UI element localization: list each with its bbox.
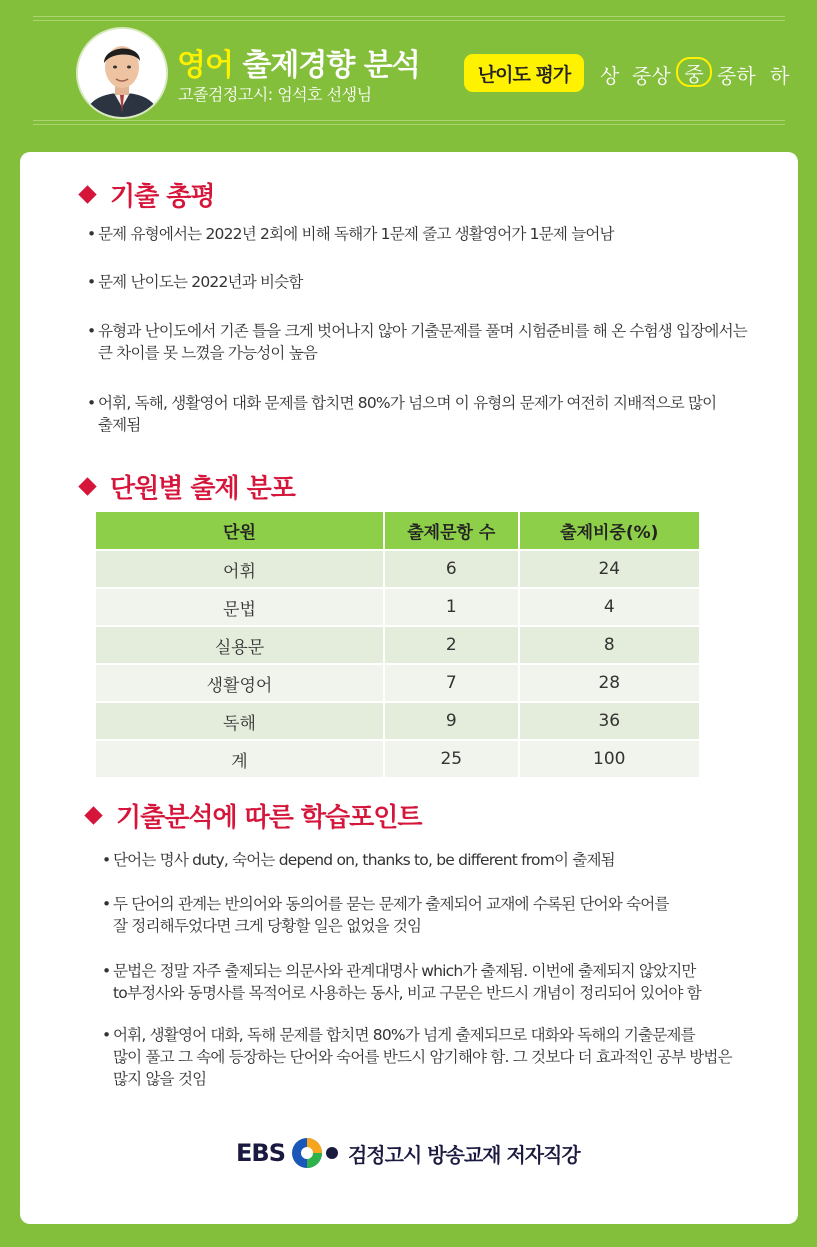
- section-study-points-heading: [84, 797, 422, 834]
- table-header-row: [95, 511, 700, 550]
- header-top-line-2: [33, 20, 785, 21]
- section-summary-title: 기출 총평: [110, 182, 215, 212]
- header: [0, 0, 817, 140]
- teacher-avatar: [78, 29, 166, 117]
- table-row: 어휘 6 24: [95, 550, 700, 588]
- header-bottom-line-2: [33, 124, 785, 125]
- summary-bullet-4: • 어휘, 독해, 생활영어 대화 문제를 합치면 80%가 넘으며 이 유형의 문제가 여전히 지배적으로 많이 출제됨: [87, 394, 717, 434]
- bullet-icon: •: [87, 394, 96, 412]
- level-mid-low: 중하: [717, 64, 756, 88]
- section-distribution-heading: [78, 468, 295, 505]
- header-top-line: [33, 16, 785, 17]
- footer: [236, 1135, 580, 1171]
- table-row: 생활영어 7 28: [95, 664, 700, 702]
- level-low: 하: [770, 64, 790, 88]
- diamond-icon: [84, 806, 102, 824]
- title-accent: 영어: [177, 48, 233, 83]
- ebs-logo-icon: [290, 1136, 340, 1170]
- table-row: 독해 9 36: [95, 702, 700, 740]
- difficulty-badge: 난이도 평가: [464, 54, 584, 92]
- study-bullet-3: • 문법은 정말 자주 출제되는 의문사와 관계대명사 which가 출제됨. 이번에 출제되지 않았지만 to부정사와 동명사를 목적어로 사용하는 동사, 비교 구문은 반드시 개념이 정리되어 있어야 함: [102, 962, 701, 1002]
- header-bottom-line: [33, 120, 785, 121]
- column-header-ratio: 출제비중(%): [519, 511, 700, 550]
- diamond-icon: [78, 185, 96, 203]
- footer-text: 검정고시 방송교재 저자직강: [347, 1142, 580, 1167]
- page-title: [177, 40, 420, 84]
- bullet-icon: •: [102, 895, 111, 913]
- bullet-icon: •: [87, 225, 96, 243]
- column-header-unit: 단원: [95, 511, 384, 550]
- table-row: 문법 1 4: [95, 588, 700, 626]
- section-summary-heading: [78, 176, 215, 213]
- title-rest: 출제경향 분석: [232, 48, 420, 83]
- study-bullet-1: • 단어는 명사 duty, 숙어는 depend on, thanks to, be different from이 출제됨: [102, 851, 615, 869]
- diamond-icon: [78, 477, 96, 495]
- summary-bullet-2: • 문제 난이도는 2022년과 비슷함: [87, 273, 303, 291]
- bullet-icon: •: [102, 851, 111, 869]
- page-subtitle: 고졸검정고시: 엄석호 선생님: [178, 85, 372, 104]
- bullet-icon: •: [102, 1026, 111, 1044]
- table-row-total: 계 25 100: [95, 740, 700, 778]
- bullet-icon: •: [87, 322, 96, 340]
- distribution-table: [94, 510, 701, 779]
- bullet-icon: •: [87, 273, 96, 291]
- ebs-wordmark: EBS: [236, 1139, 285, 1167]
- table-row: 실용문 2 8: [95, 626, 700, 664]
- level-high: 상: [600, 64, 620, 88]
- teacher-portrait-icon: [78, 29, 166, 117]
- summary-bullet-3: • 유형과 난이도에서 기존 틀을 크게 벗어나지 않아 기출문제를 풀며 시험준비를 해 온 수험생 입장에서는 큰 차이를 못 느꼈을 가능성이 높음: [87, 322, 747, 362]
- study-bullet-2: • 두 단어의 관계는 반의어와 동의어를 묻는 문제가 출제되어 교재에 수록된 단어와 숙어를 잘 정리해두었다면 크게 당황할 일은 없었을 것임: [102, 895, 669, 935]
- section-study-points-title: 기출분석에 따른 학습포인트: [116, 803, 422, 833]
- level-mid-selected: 중: [676, 57, 712, 87]
- level-mid-high: 중상: [632, 64, 671, 88]
- study-bullet-4: • 어휘, 생활영어 대화, 독해 문제를 합치면 80%가 넘게 출제되므로 대화와 독해의 기출문제를 많이 풀고 그 속에 등장하는 단어와 숙어를 반드시 암기해야 함. 그 것보다 더 효과적인 공부 방법은 많지 않을 것임: [102, 1026, 732, 1088]
- column-header-count: 출제문항 수: [384, 511, 519, 550]
- bullet-icon: •: [102, 962, 111, 980]
- summary-bullet-1: • 문제 유형에서는 2022년 2회에 비해 독해가 1문제 줄고 생활영어가 1문제 늘어남: [87, 225, 614, 243]
- section-distribution-title: 단원별 출제 분포: [110, 474, 295, 504]
